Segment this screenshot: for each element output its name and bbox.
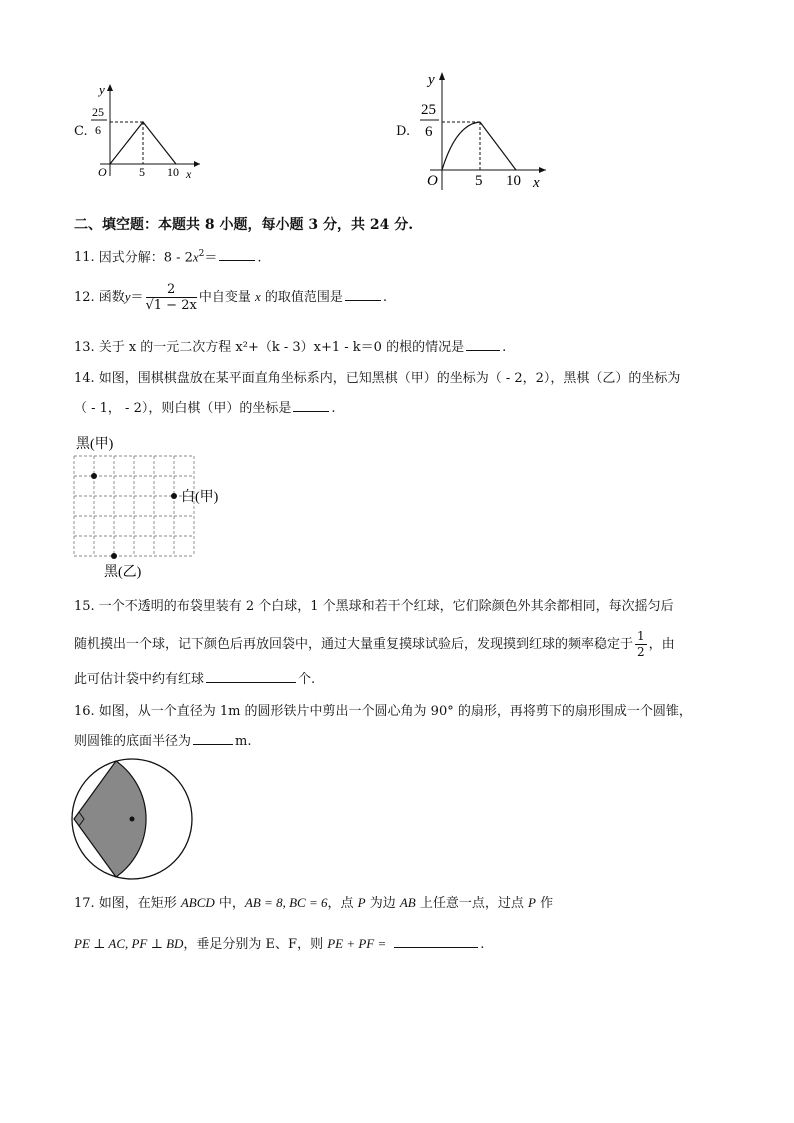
q14-line1: 如图，围棋棋盘放在某平面直角坐标系内，已知黑棋（甲）的坐标为（ - 2，2），黑棋（乙）的坐标为 [98, 371, 681, 386]
question-15-line2 [74, 628, 675, 662]
q12-frac-num: 2 [146, 282, 197, 298]
q12-eq: ＝ [130, 290, 144, 305]
q13-answer-blank[interactable] [466, 338, 500, 351]
option-d-graph [416, 68, 551, 196]
question-17-line2 [74, 934, 484, 955]
label-white-a: 白(甲) [181, 490, 219, 505]
q15-fraction [635, 629, 647, 660]
q14-number: 14. [74, 371, 95, 386]
q15-line2-end: ，由 [648, 637, 675, 652]
q17-p2: P [527, 895, 536, 910]
q15-line3-end: 个. [298, 672, 316, 687]
q14-line2: （ - 1， - 2），则白棋（甲）的坐标是 [74, 401, 292, 416]
c-origin: O [98, 165, 107, 179]
q17-l1c: ，点 [327, 896, 358, 911]
d-tick-10: 10 [506, 173, 521, 189]
q15-number: 15. [74, 599, 95, 614]
q12-x: x [254, 289, 261, 304]
q12-frac-den: √1 − 2x [145, 298, 197, 313]
d-x-label: x [533, 175, 540, 191]
question-15-line3 [74, 670, 315, 690]
q12-mid: 中自变量 [198, 290, 255, 305]
q12-pre: 函数 [98, 290, 125, 305]
q15-line2: 随机摸出一个球，记下颜色后再放回袋中，通过大量重复摸球试验后，发现摸到红球的频率稳定于 [74, 637, 634, 652]
q14-end: . [331, 401, 336, 416]
black-stone-a [91, 473, 97, 479]
question-17-line1 [74, 893, 553, 914]
q17-number: 17. [74, 896, 95, 911]
q11-end: . [257, 250, 262, 266]
q15-frac-num: 1 [637, 629, 645, 643]
c-y-arrow [107, 84, 113, 91]
q17-answer-blank[interactable] [394, 935, 478, 948]
q16-circle-sector-figure [68, 757, 198, 881]
q17-end: . [480, 937, 485, 952]
q12-fraction [146, 282, 197, 313]
option-c-graph [88, 80, 203, 180]
question-15-line1 [74, 597, 674, 617]
q16-line2: 则圆锥的底面半径为 [74, 734, 192, 749]
q13-end: . [502, 340, 507, 355]
c-y-num: 25 [92, 105, 104, 119]
d-tick-5: 5 [475, 173, 483, 189]
q14-grid [74, 456, 194, 556]
option-d-label: D. [396, 124, 411, 139]
q17-l1e: 上任意一点，过点 [415, 896, 528, 911]
q14-go-board-figure [70, 430, 240, 582]
q13-text: 关于 x 的一元二次方程 x²+（k - 3）x+1 - k＝0 的根的情况是 [98, 340, 465, 355]
q15-answer-blank[interactable] [206, 670, 296, 683]
q14-answer-blank[interactable] [293, 399, 329, 412]
q11-text: 因式分解：8 - 2 [98, 250, 193, 266]
label-black-b: 黑(乙) [104, 565, 142, 580]
q15-line1: 一个不透明的布袋里装有 2 个白球，1 个黑球和若干个红球，它们除颜色外其余都相同，每次摇匀后 [98, 599, 674, 614]
q11-tail: ＝ [204, 250, 218, 266]
d-x-arrow [539, 167, 546, 173]
question-11 [74, 244, 262, 268]
question-14-line1 [74, 369, 680, 389]
q11-number: 11. [74, 250, 95, 266]
d-y-den: 6 [425, 124, 433, 140]
q11-answer-blank[interactable] [219, 248, 255, 261]
q17-l2c: PE + PF = [327, 936, 387, 951]
c-y-den: 6 [95, 123, 101, 137]
d-y-arrow [439, 72, 445, 80]
circle-center [130, 817, 135, 822]
label-black-a: 黑(甲) [76, 437, 114, 452]
white-stone-a [171, 493, 177, 499]
q12-answer-blank[interactable] [345, 288, 381, 301]
d-y-num: 25 [421, 102, 436, 118]
q17-l2a: PE ⊥ AC, PF ⊥ BD [74, 936, 184, 951]
section-title: 二、填空题：本题共 8 小题，每小题 3 分，共 24 分. [74, 217, 414, 233]
q13-number: 13. [74, 340, 95, 355]
q12-y: y [124, 289, 131, 304]
q17-ab: AB [399, 895, 416, 910]
q17-p: P [357, 895, 366, 910]
q16-line1: 如图，从一个直径为 1m 的圆形铁片中剪出一个圆心角为 90° 的扇形，再将剪下的扇形围成一个圆锥， [98, 704, 692, 719]
q16-answer-blank[interactable] [193, 732, 233, 745]
question-16-line1 [74, 702, 692, 722]
q15-line3: 此可估计袋中约有红球 [74, 672, 205, 687]
d-origin: O [427, 173, 438, 189]
q17-l1f: 作 [535, 896, 554, 911]
q17-given: AB = 8, BC = 6 [244, 895, 328, 910]
d-curve [442, 122, 480, 170]
q12-post: 的取值范围是 [260, 290, 343, 305]
q17-l1d: 为边 [365, 896, 400, 911]
q11-exp: 2 [198, 249, 205, 259]
c-x-arrow [194, 161, 200, 167]
c-tick-5: 5 [139, 165, 145, 179]
q11-var: x [192, 249, 199, 265]
q16-end: . [247, 734, 252, 749]
q17-l2b: ，垂足分别为 E、F，则 [183, 937, 328, 952]
question-13 [74, 338, 506, 358]
q17-l1a: 如图，在矩形 [98, 896, 181, 911]
q12-number: 12. [74, 290, 95, 305]
question-14-line2 [74, 399, 336, 419]
d-line [480, 122, 516, 170]
q17-l1b: 中， [214, 896, 245, 911]
black-stone-b [111, 553, 117, 559]
q16-number: 16. [74, 704, 95, 719]
c-y-label: y [99, 82, 105, 97]
question-16-line2 [74, 732, 251, 752]
option-c-label: C. [74, 124, 88, 139]
q17-rect: ABCD [180, 895, 215, 910]
q12-end: . [382, 290, 388, 305]
q15-frac-den: 2 [637, 645, 645, 659]
c-x-label: x [186, 167, 192, 180]
c-tick-10: 10 [167, 165, 179, 179]
question-12 [74, 280, 387, 315]
d-y-label: y [428, 72, 435, 88]
q16-unit: m [235, 734, 248, 749]
